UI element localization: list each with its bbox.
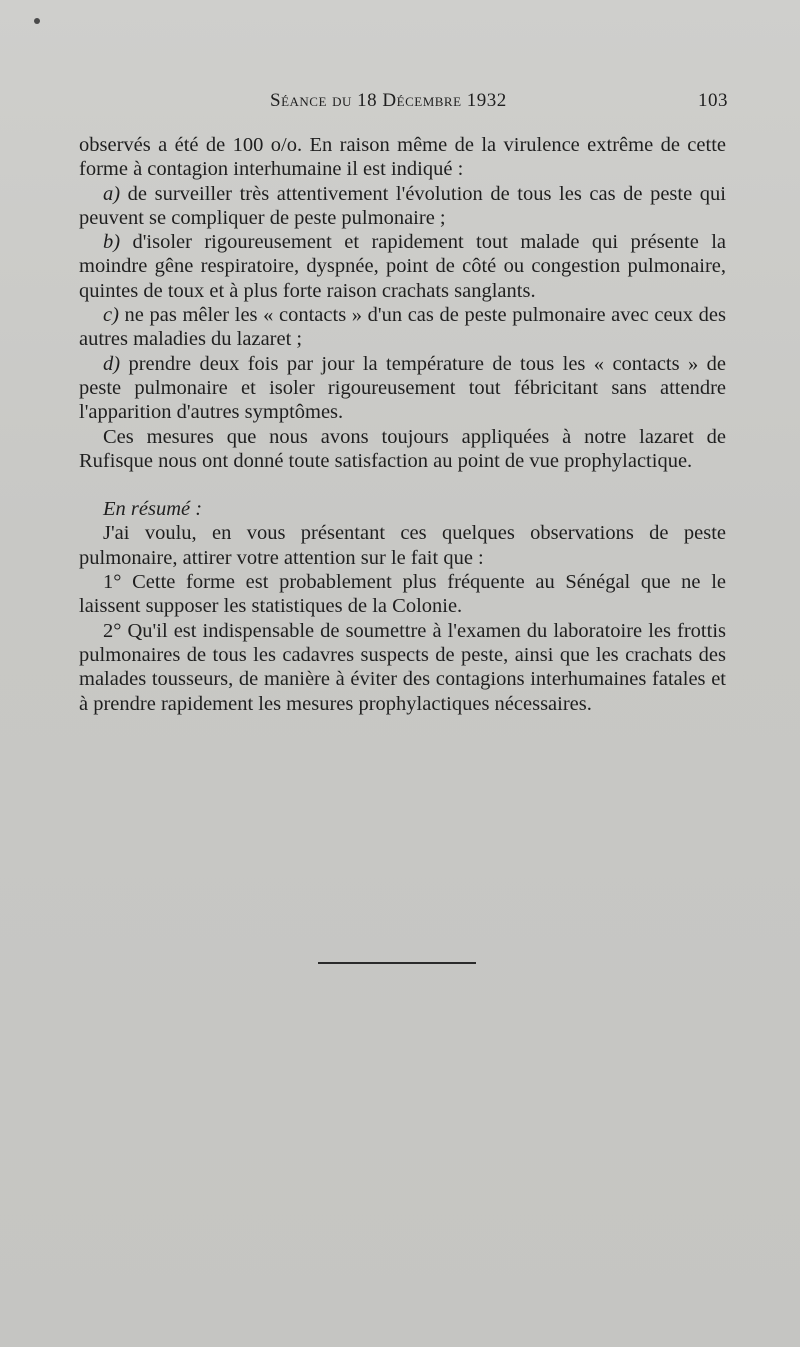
list-item-text: de surveiller très attentivement l'évolution de tous les cas de peste qui peuvent se compliquer de peste pulmonaire ; [79, 182, 726, 229]
list-marker: c) [103, 304, 119, 327]
summary-paragraph: J'ai voulu, en vous présentant ces quelques observations de peste pulmonaire, attirer votre attention sur le fait que : [79, 522, 726, 569]
list-marker: d) [103, 352, 121, 375]
ink-dot [34, 18, 40, 24]
list-item-d [79, 352, 726, 425]
paragraph-text: Ces mesures que nous avons toujours appliquées à notre lazaret de Rufisque nous ont donné toute satisfaction au point de vue prophylactique. [79, 425, 726, 472]
list-item-text: d'isoler rigoureusement et rapidement tout malade qui présente la moindre gêne respiratoire, dyspnée, point de côté ou congestion pulmonaire, quintes de toux et à plus forte raison crachats sanglants. [79, 231, 726, 302]
list-item-c [79, 303, 726, 352]
summary-point-2: 2° Qu'il est indispensable de soumettre à l'examen du laboratoire les frottis pulmonaires de tous les cadavres suspects de peste, ainsi que les crachats des malades tousseurs, de manière à éviter des contagions interhumaines fatales et à prendre rapidement les mesures prophylactiques nécessaires. [79, 619, 726, 715]
summary-point-1: 1° Cette forme est probablement plus fréquente au Sénégal que ne le laissent supposer les statistiques de la Colonie. [79, 571, 726, 618]
list-marker: b) [103, 231, 121, 254]
list-item-a [79, 182, 726, 231]
paragraph-rufisque [79, 425, 726, 474]
paragraph-continuation [79, 133, 726, 182]
body-text [79, 133, 726, 716]
list-item-text: prendre deux fois par jour la température de tous les « contacts » de peste pulmonaire et isoler rigoureusement tout fébricitant sans attendre l'apparition d'autres symptômes. [79, 352, 726, 424]
paragraph-gap [79, 473, 726, 497]
list-item-text: ne pas mêler les « contacts » d'un cas de peste pulmonaire avec ceux des autres maladies du lazaret ; [79, 304, 726, 351]
running-title: Séance du 18 Décembre 1932 [270, 90, 507, 111]
paragraph-text: observés a été de 100 o/o. En raison même de la virulence extrême de cette forme à contagion interhumaine il est indiqué : [79, 134, 726, 181]
summary-heading: En résumé : [103, 498, 203, 521]
page-number: 103 [698, 90, 728, 111]
end-rule [318, 962, 476, 964]
list-item-b [79, 230, 726, 303]
page-header [80, 90, 728, 118]
list-marker: a) [103, 182, 121, 205]
